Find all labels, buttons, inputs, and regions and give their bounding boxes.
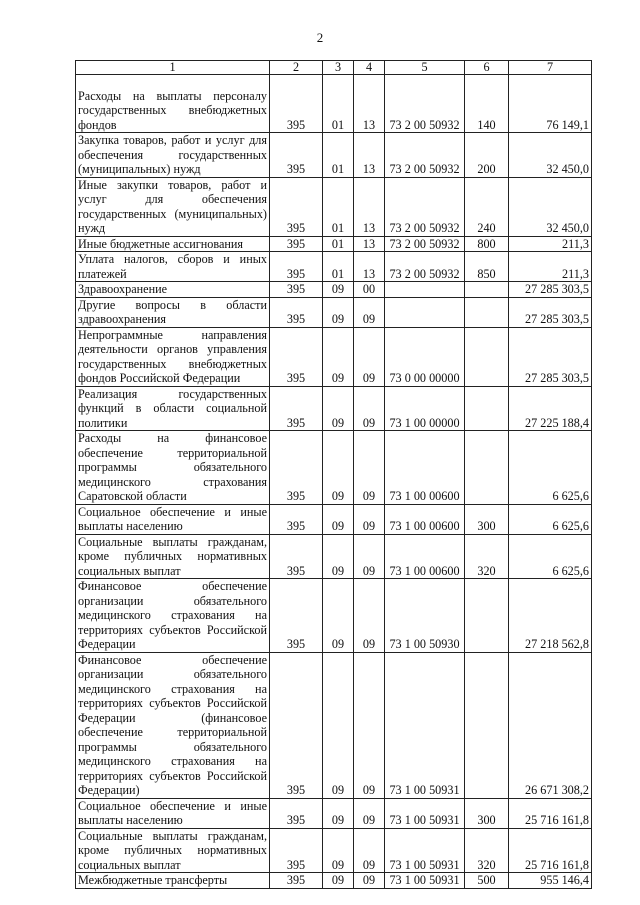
table-row — [76, 75, 592, 133]
expense-type-cell: 200 — [465, 133, 509, 178]
row-name-cell: Расходы на выплаты персоналу государственных внебюджетных фондов — [76, 75, 270, 133]
target-article-cell: 73 1 00 00000 — [385, 386, 465, 431]
row-name-cell: Финансовое обеспечение организации обязательного медицинского страхования на территориях субъектов Российской Федерации (финансовое обеспечение территориальной программы обязательного медицинского страхования на территориях субъектов Российской Федерации) — [76, 652, 270, 798]
expense-type-cell — [465, 297, 509, 327]
amount-cell: 27 285 303,5 — [509, 327, 592, 386]
row-name-cell: Социальные выплаты гражданам, кроме публичных нормативных социальных выплат — [76, 534, 270, 579]
amount-cell: 211,3 — [509, 236, 592, 252]
amount-cell: 211,3 — [509, 252, 592, 282]
column-header: 3 — [323, 61, 354, 75]
row-name-cell: Другие вопросы в области здравоохранения — [76, 297, 270, 327]
column-header: 1 — [76, 61, 270, 75]
header-row — [76, 61, 592, 75]
table-row — [76, 133, 592, 178]
column-header: 4 — [354, 61, 385, 75]
admin-code-cell: 395 — [270, 579, 323, 653]
table-row — [76, 504, 592, 534]
admin-code-cell: 395 — [270, 873, 323, 889]
subsection-code-cell: 13 — [354, 177, 385, 236]
amount-cell: 27 218 562,8 — [509, 579, 592, 653]
section-code-cell: 01 — [323, 133, 354, 178]
row-name-cell: Иные бюджетные ассигнования — [76, 236, 270, 252]
admin-code-cell: 395 — [270, 504, 323, 534]
expense-type-cell — [465, 282, 509, 298]
table-row — [76, 327, 592, 386]
page-number: 2 — [316, 30, 324, 45]
table-row — [76, 177, 592, 236]
row-name-cell: Здравоохранение — [76, 282, 270, 298]
amount-cell: 27 225 188,4 — [509, 386, 592, 431]
admin-code-cell: 395 — [270, 133, 323, 178]
target-article-cell: 73 1 00 50931 — [385, 798, 465, 828]
expense-type-cell: 140 — [465, 75, 509, 133]
expense-type-cell: 850 — [465, 252, 509, 282]
admin-code-cell: 395 — [270, 386, 323, 431]
row-name-cell: Расходы на финансовое обеспечение территориальной программы обязательного медицинского страхования Саратовской области — [76, 431, 270, 505]
subsection-code-cell: 09 — [354, 504, 385, 534]
admin-code-cell: 395 — [270, 534, 323, 579]
expense-type-cell: 240 — [465, 177, 509, 236]
amount-cell: 27 285 303,5 — [509, 297, 592, 327]
target-article-cell: 73 2 00 50932 — [385, 75, 465, 133]
expense-type-cell: 320 — [465, 534, 509, 579]
table-row — [76, 798, 592, 828]
row-name-cell: Социальное обеспечение и иные выплаты населению — [76, 504, 270, 534]
expense-type-cell — [465, 386, 509, 431]
admin-code-cell: 395 — [270, 282, 323, 298]
amount-cell: 6 625,6 — [509, 534, 592, 579]
table-row — [76, 282, 592, 298]
expense-type-cell: 300 — [465, 504, 509, 534]
section-code-cell: 09 — [323, 652, 354, 798]
amount-cell: 25 716 161,8 — [509, 828, 592, 873]
column-header: 2 — [270, 61, 323, 75]
table-row — [76, 534, 592, 579]
admin-code-cell: 395 — [270, 431, 323, 505]
section-code-cell: 09 — [323, 798, 354, 828]
subsection-code-cell: 13 — [354, 236, 385, 252]
admin-code-cell: 395 — [270, 236, 323, 252]
target-article-cell: 73 1 00 00600 — [385, 431, 465, 505]
admin-code-cell: 395 — [270, 798, 323, 828]
row-name-cell: Межбюджетные трансферты — [76, 873, 270, 889]
target-article-cell: 73 2 00 50932 — [385, 177, 465, 236]
admin-code-cell: 395 — [270, 828, 323, 873]
row-name-cell: Реализация государственных функций в области социальной политики — [76, 386, 270, 431]
admin-code-cell: 395 — [270, 652, 323, 798]
expense-type-cell — [465, 327, 509, 386]
section-code-cell: 01 — [323, 252, 354, 282]
section-code-cell: 09 — [323, 873, 354, 889]
target-article-cell: 73 2 00 50932 — [385, 236, 465, 252]
subsection-code-cell: 09 — [354, 534, 385, 579]
table-row — [76, 828, 592, 873]
admin-code-cell: 395 — [270, 252, 323, 282]
table-row — [76, 579, 592, 653]
budget-table — [75, 60, 592, 889]
subsection-code-cell: 09 — [354, 798, 385, 828]
target-article-cell: 73 1 00 50931 — [385, 873, 465, 889]
admin-code-cell: 395 — [270, 327, 323, 386]
section-code-cell: 09 — [323, 828, 354, 873]
subsection-code-cell: 09 — [354, 431, 385, 505]
expense-type-cell: 320 — [465, 828, 509, 873]
section-code-cell: 01 — [323, 177, 354, 236]
row-name-cell: Социальное обеспечение и иные выплаты населению — [76, 798, 270, 828]
admin-code-cell: 395 — [270, 75, 323, 133]
section-code-cell: 09 — [323, 327, 354, 386]
row-name-cell: Социальные выплаты гражданам, кроме публичных нормативных социальных выплат — [76, 828, 270, 873]
amount-cell: 26 671 308,2 — [509, 652, 592, 798]
target-article-cell: 73 1 00 50931 — [385, 828, 465, 873]
subsection-code-cell: 09 — [354, 873, 385, 889]
expense-type-cell: 300 — [465, 798, 509, 828]
target-article-cell: 73 2 00 50932 — [385, 133, 465, 178]
table-row — [76, 386, 592, 431]
table-row — [76, 236, 592, 252]
subsection-code-cell: 13 — [354, 133, 385, 178]
amount-cell: 32 450,0 — [509, 177, 592, 236]
section-code-cell: 01 — [323, 75, 354, 133]
amount-cell: 955 146,4 — [509, 873, 592, 889]
target-article-cell: 73 1 00 50931 — [385, 652, 465, 798]
section-code-cell: 01 — [323, 236, 354, 252]
target-article-cell: 73 1 00 00600 — [385, 534, 465, 579]
amount-cell: 76 149,1 — [509, 75, 592, 133]
admin-code-cell: 395 — [270, 297, 323, 327]
subsection-code-cell: 13 — [354, 252, 385, 282]
subsection-code-cell: 09 — [354, 297, 385, 327]
subsection-code-cell: 00 — [354, 282, 385, 298]
column-header: 5 — [385, 61, 465, 75]
target-article-cell — [385, 282, 465, 298]
expense-type-cell — [465, 431, 509, 505]
target-article-cell: 73 2 00 50932 — [385, 252, 465, 282]
table-row — [76, 652, 592, 798]
section-code-cell: 09 — [323, 579, 354, 653]
row-name-cell: Финансовое обеспечение организации обязательного медицинского страхования на территориях субъектов Российской Федерации — [76, 579, 270, 653]
subsection-code-cell: 09 — [354, 828, 385, 873]
amount-cell: 6 625,6 — [509, 431, 592, 505]
section-code-cell: 09 — [323, 534, 354, 579]
target-article-cell — [385, 297, 465, 327]
target-article-cell: 73 1 00 50930 — [385, 579, 465, 653]
expense-type-cell — [465, 579, 509, 653]
table-row — [76, 252, 592, 282]
section-code-cell: 09 — [323, 386, 354, 431]
row-name-cell: Иные закупки товаров, работ и услуг для обеспечения государственных (муниципальных) нужд — [76, 177, 270, 236]
row-name-cell: Закупка товаров, работ и услуг для обеспечения государственных (муниципальных) нужд — [76, 133, 270, 178]
column-header: 6 — [465, 61, 509, 75]
subsection-code-cell: 09 — [354, 652, 385, 798]
amount-cell: 25 716 161,8 — [509, 798, 592, 828]
admin-code-cell: 395 — [270, 177, 323, 236]
amount-cell: 27 285 303,5 — [509, 282, 592, 298]
subsection-code-cell: 09 — [354, 327, 385, 386]
subsection-code-cell: 09 — [354, 386, 385, 431]
expense-type-cell: 800 — [465, 236, 509, 252]
expense-type-cell: 500 — [465, 873, 509, 889]
column-header: 7 — [509, 61, 592, 75]
amount-cell: 6 625,6 — [509, 504, 592, 534]
section-code-cell: 09 — [323, 504, 354, 534]
table-row — [76, 431, 592, 505]
section-code-cell: 09 — [323, 282, 354, 298]
target-article-cell: 73 0 00 00000 — [385, 327, 465, 386]
expense-type-cell — [465, 652, 509, 798]
subsection-code-cell: 13 — [354, 75, 385, 133]
table-row — [76, 297, 592, 327]
section-code-cell: 09 — [323, 431, 354, 505]
amount-cell: 32 450,0 — [509, 133, 592, 178]
target-article-cell: 73 1 00 00600 — [385, 504, 465, 534]
section-code-cell: 09 — [323, 297, 354, 327]
table-row — [76, 873, 592, 889]
row-name-cell: Непрограммные направления деятельности органов управления государственных внебюджетных фондов Российской Федерации — [76, 327, 270, 386]
subsection-code-cell: 09 — [354, 579, 385, 653]
row-name-cell: Уплата налогов, сборов и иных платежей — [76, 252, 270, 282]
